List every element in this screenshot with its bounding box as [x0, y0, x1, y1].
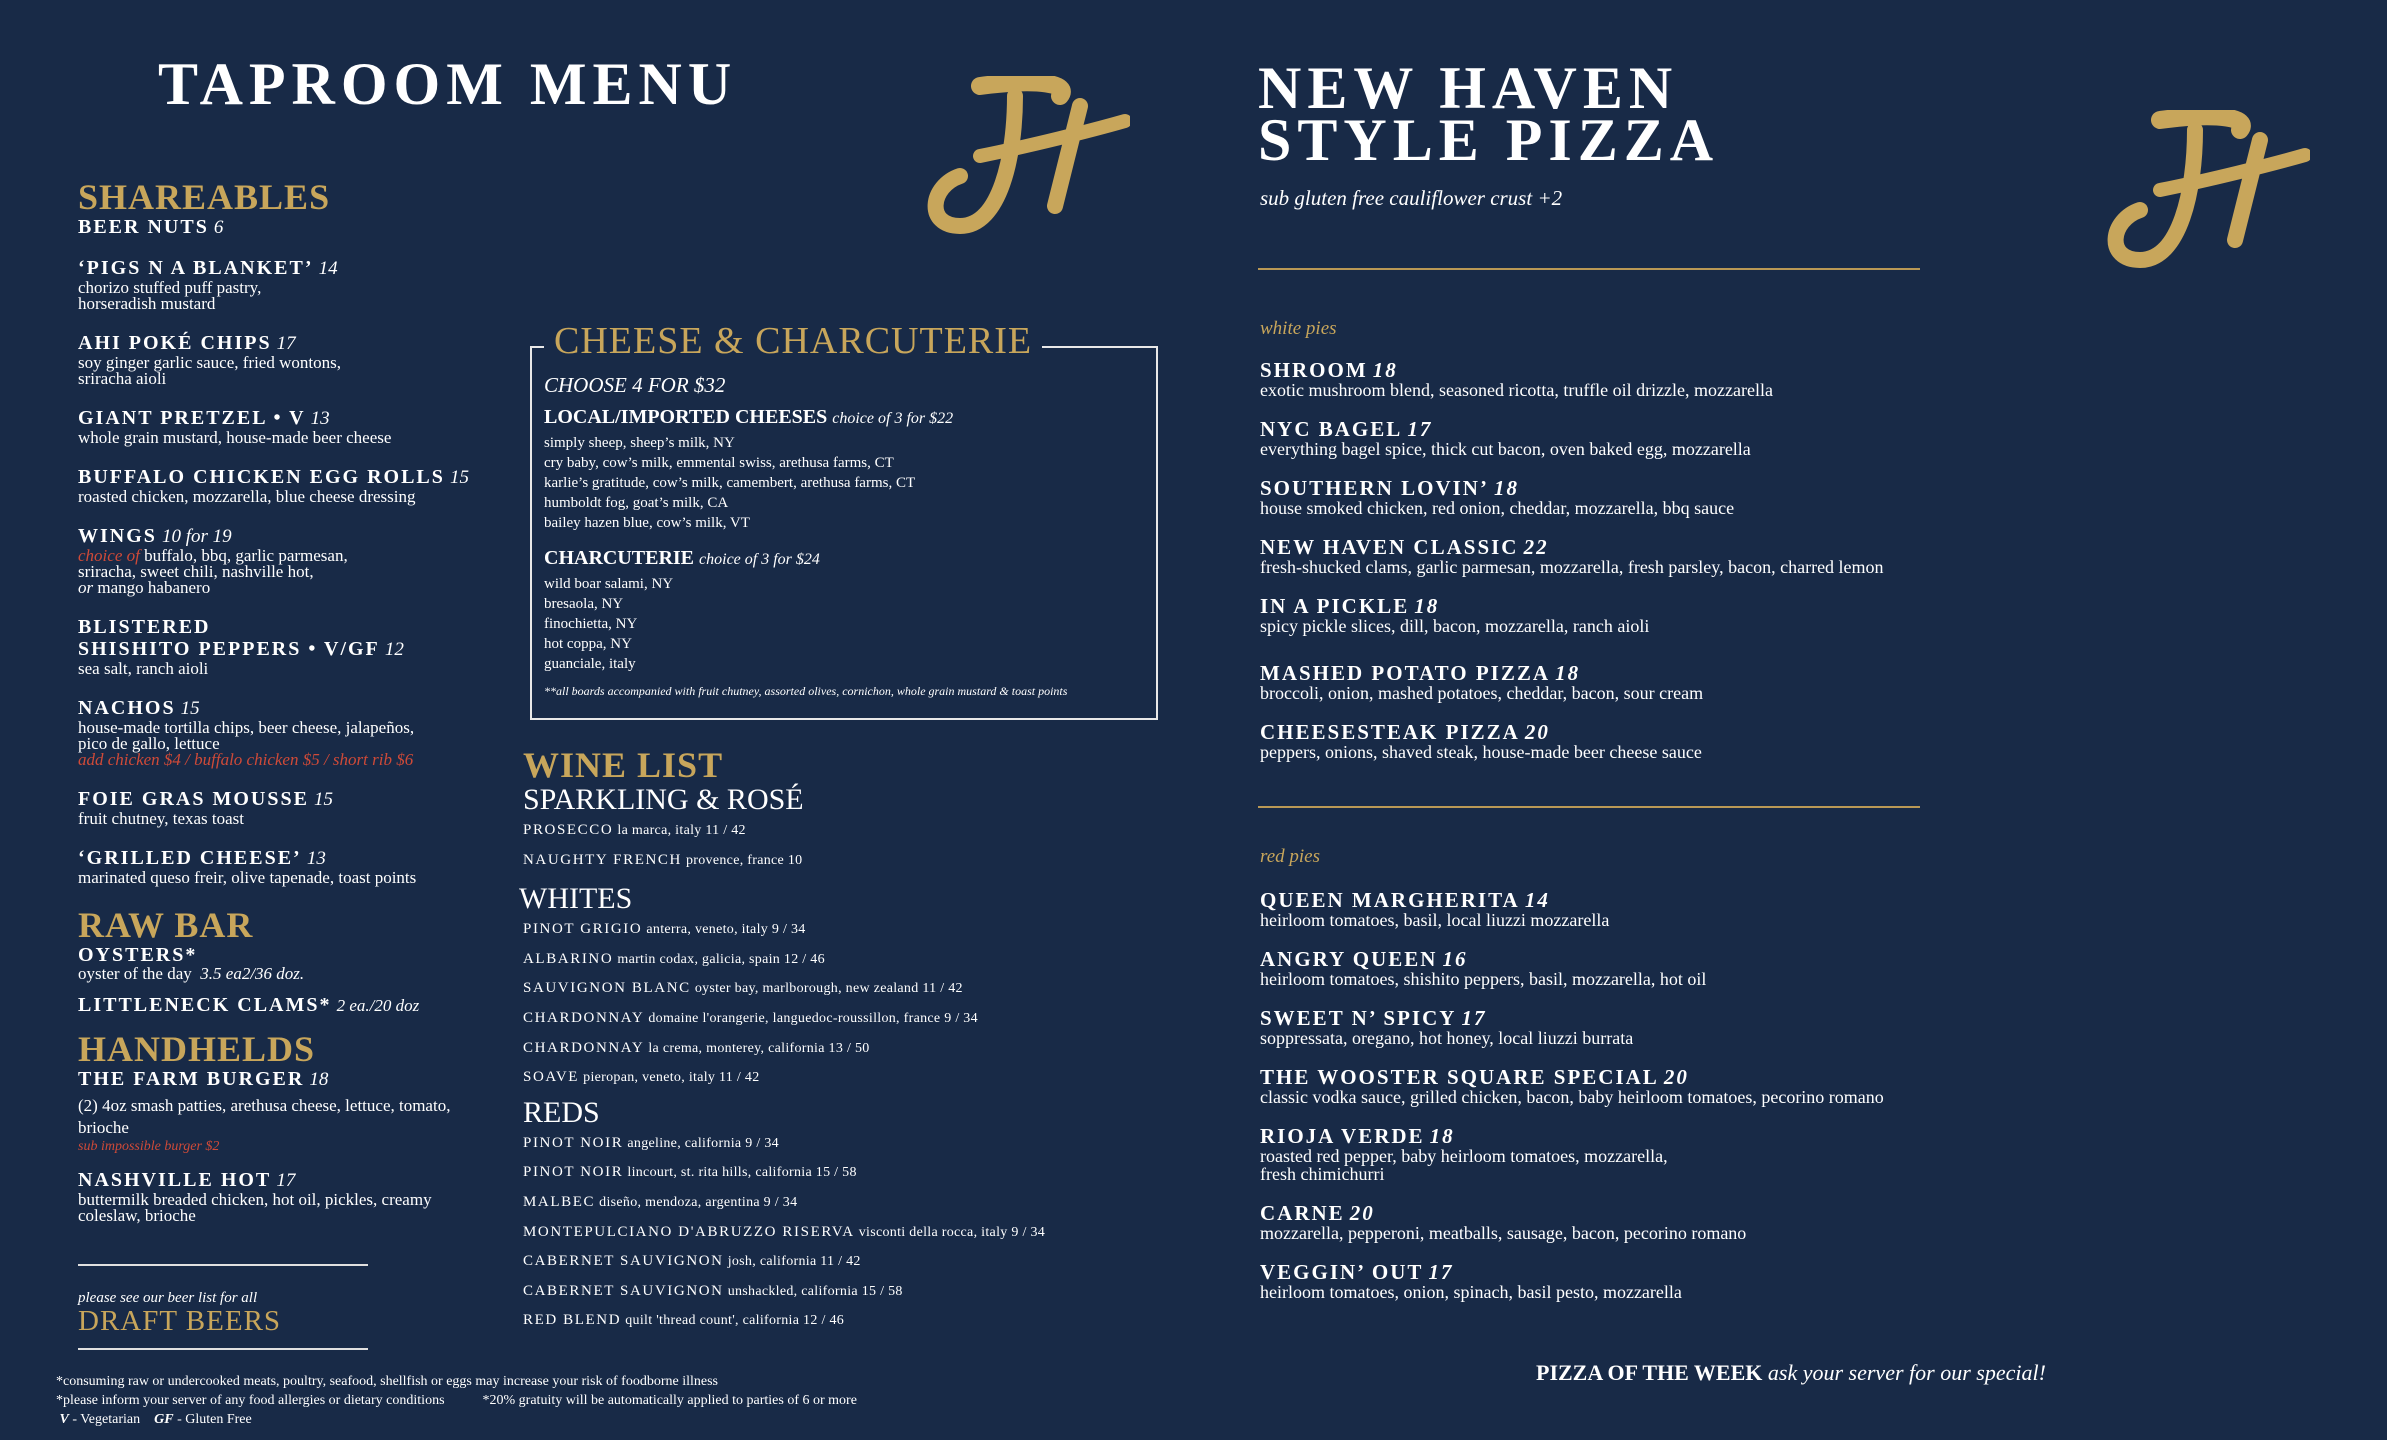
wine-title: WINE LIST — [523, 745, 724, 785]
pizza-item — [1260, 1203, 1980, 1242]
choice-label: choice of — [78, 546, 140, 565]
week-note: ask your server for our special! — [1767, 1360, 2046, 1385]
wine-item — [523, 1063, 1123, 1093]
item-desc: roasted chicken, mozzarella, blue cheese dressing — [78, 487, 416, 506]
item-price: 17 — [276, 1170, 296, 1191]
pizza-desc: everything bagel spice, thick cut bacon, oven baked egg, mozzarella — [1260, 439, 1751, 459]
wine-item — [523, 1306, 1123, 1336]
menu-item — [78, 257, 498, 312]
pizza-name: NEW HAVEN CLASSIC — [1260, 535, 1519, 559]
pizza-price: 14 — [1524, 888, 1550, 912]
item-desc: sea salt, ranch aioli — [78, 659, 209, 678]
item-addon: add chicken $4 / buffalo chicken $5 / short rib $6 — [78, 750, 414, 769]
wine-item — [523, 1247, 1123, 1277]
pizza-name: IN A PICKLE — [1260, 594, 1410, 618]
wine-detail: martin codax, galicia, spain 12 / 46 — [617, 951, 825, 967]
item-name: NACHOS — [78, 697, 176, 719]
taproom-title: TAPROOM MENU — [158, 51, 738, 117]
pizza-desc: spicy pickle slices, dill, bacon, mozzarella, ranch aioli — [1260, 616, 1650, 636]
wine-item — [523, 1158, 1123, 1188]
pizza-name: MASHED POTATO PIZZA — [1260, 661, 1551, 685]
pizza-price: 17 — [1461, 1006, 1487, 1030]
pizza-price: 18 — [1555, 661, 1581, 685]
legend-gf-label: - Gluten Free — [173, 1412, 252, 1427]
item-price: 2 ea./20 doz — [336, 996, 420, 1015]
item-name: THE FARM BURGER — [78, 1068, 305, 1090]
wine-detail: domaine l'orangerie, languedoc-roussillon, france 9 / 34 — [648, 1010, 978, 1026]
menu-item — [78, 466, 498, 505]
pizza-name: SOUTHERN LOVIN’ — [1260, 476, 1489, 500]
wine-item — [523, 1188, 1123, 1218]
draft-beers-heading: DRAFT BEERS — [78, 1305, 282, 1337]
pizza-item — [1260, 722, 1980, 761]
wine-detail: diseño, mendoza, argentina 9 / 34 — [599, 1194, 798, 1210]
item-name: GIANT PRETZEL • V — [78, 407, 306, 429]
pizza-name: ANGRY QUEEN — [1260, 947, 1438, 971]
item-name: AHI POKÉ CHIPS — [78, 332, 272, 354]
pizza-name: THE WOOSTER SQUARE SPECIAL — [1260, 1065, 1659, 1089]
item-name-line2: SHISHITO PEPPERS • V/GF — [78, 638, 380, 660]
pizza-desc: fresh-shucked clams, garlic parmesan, mozzarella, fresh parsley, bacon, charred lemon — [1260, 557, 1884, 577]
wine-detail: unshackled, california 15 / 58 — [727, 1283, 903, 1299]
cheese-list — [544, 433, 1146, 533]
pizza-item — [1260, 1067, 1980, 1106]
item-price: 17 — [276, 333, 296, 354]
pizza-item — [1260, 537, 1980, 576]
cheese-title: CHEESE & CHARCUTERIE — [544, 322, 1042, 360]
item-price: 13 — [306, 848, 326, 869]
pizza-price: 18 — [1494, 476, 1520, 500]
list-item: simply sheep, sheep’s milk, NY — [544, 435, 735, 451]
menu-item — [78, 407, 498, 446]
legend-gf: GF — [154, 1412, 174, 1427]
shareables-list-2 — [78, 788, 498, 886]
menu-item-shishito — [78, 616, 498, 677]
cheeses-label: LOCAL/IMPORTED CHEESES — [544, 406, 828, 428]
wine-detail: oyster bay, marlborough, new zealand 11 / 42 — [694, 981, 963, 997]
wine-name: PINOT GRIGIO — [523, 921, 643, 938]
footer-line2 — [56, 1391, 857, 1410]
pizza-name: CARNE — [1260, 1201, 1345, 1225]
wine-detail: quilt 'thread count', california 12 / 46 — [625, 1313, 845, 1329]
cheese-charcuterie-box — [530, 320, 1158, 720]
pizza-name: CHEESESTEAK PIZZA — [1260, 720, 1520, 744]
item-desc: marinated queso freir, olive tapenade, toast points — [78, 868, 417, 887]
list-item: humboldt fog, goat’s milk, CA — [544, 495, 729, 511]
pizza-desc: broccoli, onion, mashed potatoes, cheddar, bacon, sour cream — [1260, 683, 1704, 703]
pizza-name: NYC BAGEL — [1260, 417, 1403, 441]
sparkling-heading: SPARKLING & ROSÉ — [523, 783, 804, 816]
cheeses-price: choice of 3 for $22 — [832, 410, 954, 427]
menu-item-nashville-hot — [78, 1169, 498, 1224]
pizza-item — [1260, 1262, 1980, 1301]
wine-name: ALBARINO — [523, 950, 614, 967]
pizza-item — [1260, 663, 1980, 702]
pizza-name: SWEET N’ SPICY — [1260, 1006, 1457, 1030]
pizza-price: 20 — [1524, 720, 1550, 744]
divider — [78, 1348, 368, 1350]
pizza-price: 18 — [1414, 594, 1440, 618]
item-price: 15 — [180, 698, 200, 719]
pizza-price: 18 — [1372, 358, 1398, 382]
wine-name: PINOT NOIR — [523, 1134, 624, 1151]
menu-item-farm-burger — [78, 1068, 498, 1155]
item-desc: (2) 4oz smash patties, arethusa cheese, lettuce, tomato, brioche — [78, 1096, 451, 1137]
wine-detail: lincourt, st. rita hills, california 15 / 58 — [627, 1165, 857, 1181]
pizza-desc: exotic mushroom blend, seasoned ricotta, truffle oil drizzle, mozzarella — [1260, 380, 1773, 400]
pizza-item — [1260, 949, 1980, 988]
wine-name: PROSECCO — [523, 822, 614, 838]
item-desc: chorizo stuffed puff pastry, horseradish mustard — [78, 278, 262, 313]
pizza-price: 18 — [1429, 1124, 1455, 1148]
item-desc: fruit chutney, texas toast — [78, 809, 245, 828]
list-item: wild boar salami, NY — [544, 576, 674, 592]
pizza-desc: heirloom tomatoes, onion, spinach, basil pesto, mozzarella — [1260, 1282, 1682, 1302]
footer-line1: *consuming raw or undercooked meats, poultry, seafood, shellfish or eggs may increase your risk of foodborne illness — [56, 1374, 718, 1389]
item-name: BUFFALO CHICKEN EGG ROLLS — [78, 466, 445, 488]
wine-name: RED BLEND — [523, 1312, 622, 1329]
pizza-desc: heirloom tomatoes, shishito peppers, basil, mozzarella, hot oil — [1260, 969, 1707, 989]
wine-item — [523, 846, 1123, 876]
legend-v: V — [59, 1412, 69, 1427]
menu-item-oysters — [78, 944, 498, 982]
item-price: 10 for 19 — [162, 526, 232, 547]
pizza-item — [1260, 360, 1980, 399]
menu-item-beer-nuts — [78, 216, 498, 239]
wine-item — [523, 915, 1123, 945]
charcuterie-list — [544, 574, 1146, 674]
menu-item-clams — [78, 994, 498, 1016]
pizza-item — [1260, 478, 1980, 517]
wine-list — [519, 745, 1123, 1336]
wine-detail: anterra, veneto, italy 9 / 34 — [646, 922, 806, 938]
item-desc — [78, 966, 498, 982]
wine-item — [523, 1004, 1123, 1034]
pizza-price: 20 — [1349, 1201, 1375, 1225]
list-item: cry baby, cow’s milk, emmental swiss, arethusa farms, CT — [544, 455, 894, 471]
item-name-line1: BLISTERED — [78, 616, 211, 638]
pizza-desc: soppressata, oregano, hot honey, local liuzzi burrata — [1260, 1028, 1634, 1048]
divider — [78, 1264, 368, 1266]
pizza-title-line2: STYLE PIZZA — [1258, 107, 1720, 173]
charc-label-row — [544, 547, 1146, 570]
item-desc: house-made tortilla chips, beer cheese, jalapeños, pico de gallo, lettuce — [78, 718, 415, 753]
menu-item — [78, 788, 498, 827]
pizza-price: 17 — [1407, 417, 1433, 441]
pizza-title-line1: NEW HAVEN — [1258, 55, 1679, 121]
item-price: 13 — [310, 408, 330, 429]
week-label: PIZZA OF THE WEEK — [1536, 1360, 1763, 1385]
red-pies-list — [1260, 890, 1980, 1301]
wine-detail: visconti della rocca, italy 9 / 34 — [858, 1224, 1046, 1240]
wine-name: MALBEC — [523, 1193, 596, 1210]
pizza-item — [1260, 890, 1980, 929]
footer-allergy: *please inform your server of any food allergies or dietary conditions — [56, 1393, 445, 1408]
wine-detail: la crema, monterey, california 13 / 50 — [648, 1040, 870, 1056]
item-desc: buttermilk breaded chicken, hot oil, pickles, creamy coleslaw, brioche — [78, 1190, 432, 1225]
wine-detail: provence, france 10 — [686, 852, 803, 868]
shareables-list — [78, 257, 498, 505]
wine-name: PINOT NOIR — [523, 1164, 624, 1181]
wine-item — [523, 1277, 1123, 1307]
divider — [1258, 806, 1920, 808]
pizza-item — [1260, 419, 1980, 458]
item-price: 6 — [213, 217, 224, 238]
divider — [1258, 268, 1920, 270]
oysters-price: 3.5 ea2/36 doz. — [200, 964, 305, 983]
charc-price: choice of 3 for $24 — [699, 551, 820, 568]
wings-line1: buffalo, bbq, garlic parmesan, — [139, 546, 348, 565]
item-price: 18 — [309, 1069, 329, 1090]
pizza-desc: house smoked chicken, red onion, cheddar, mozzarella, bbq sauce — [1260, 498, 1735, 518]
wine-name: SAUVIGNON BLANC — [523, 980, 691, 997]
item-price: 15 — [314, 789, 334, 810]
wine-item — [523, 1129, 1123, 1159]
wine-name: CHARDONNAY — [523, 1009, 645, 1026]
list-item: guanciale, italy — [544, 656, 636, 672]
cheese-label-row — [544, 406, 1146, 429]
item-desc — [78, 548, 498, 596]
item-price: 14 — [318, 258, 338, 279]
pizza-desc: mozzarella, pepperoni, meatballs, sausage, bacon, pecorino romano — [1260, 1223, 1747, 1243]
item-price: 12 — [384, 639, 404, 660]
item-price: 15 — [450, 467, 469, 488]
item-sub: sub impossible burger $2 — [78, 1139, 220, 1154]
pizza-desc: heirloom tomatoes, basil, local liuzzi mozzarella — [1260, 910, 1610, 930]
beer-note: please see our beer list for all — [78, 1290, 258, 1306]
wine-item — [523, 816, 1123, 846]
menu-item-wings — [78, 525, 498, 596]
item-name: ‘PIGS N A BLANKET’ — [78, 257, 314, 279]
wine-name: NAUGHTY FRENCH — [523, 851, 682, 868]
wings-line2: sriracha, sweet chili, nashville hot, — [78, 562, 314, 581]
wings-line3: mango habanero — [93, 578, 211, 597]
pizza-price: 20 — [1663, 1065, 1689, 1089]
pizza-desc: roasted red pepper, baby heirloom tomatoes, mozzarella, fresh chimichurri — [1260, 1146, 1668, 1184]
sparkling-list — [523, 816, 1123, 875]
list-item: hot coppa, NY — [544, 636, 632, 652]
item-name: FOIE GRAS MOUSSE — [78, 788, 309, 810]
wine-name: MONTEPULCIANO D'ABRUZZO RISERVA — [523, 1223, 855, 1240]
item-name: ‘GRILLED CHEESE’ — [78, 847, 302, 869]
wine-name: CABERNET SAUVIGNON — [523, 1282, 724, 1299]
wings-or: or — [78, 578, 94, 597]
footer-legend — [56, 1410, 857, 1429]
footer-gratuity: *20% gratuity will be automatically applied to parties of 6 or more — [482, 1393, 857, 1408]
wine-name: CHARDONNAY — [523, 1039, 645, 1056]
legend-v-label: - Vegetarian — [68, 1412, 141, 1427]
list-item: bresaola, NY — [544, 596, 624, 612]
wine-detail: josh, california 11 / 42 — [727, 1254, 861, 1270]
item-name: BEER NUTS — [78, 216, 209, 238]
list-item: finochietta, NY — [544, 616, 638, 632]
pizza-item — [1260, 1008, 1980, 1047]
wine-detail: la marca, italy 11 / 42 — [617, 823, 746, 838]
pizza-subtitle: sub gluten free cauliflower crust +2 — [1260, 186, 1563, 210]
item-name: LITTLENECK CLAMS* — [78, 994, 332, 1016]
menu-item-nachos — [78, 697, 498, 768]
pizza-name: RIOJA VERDE — [1260, 1124, 1425, 1148]
menu-item — [78, 332, 498, 387]
h-logo-icon — [920, 76, 1130, 246]
wine-item — [523, 945, 1123, 975]
pizza-of-the-week — [1536, 1360, 2046, 1386]
pizza-name: VEGGIN’ OUT — [1260, 1260, 1424, 1284]
list-item: karlie’s gratitude, cow’s milk, camembert, arethusa farms, CT — [544, 475, 916, 491]
whites-list — [523, 915, 1123, 1093]
footer-notes — [56, 1372, 857, 1429]
wine-item — [523, 1034, 1123, 1064]
boards-note: **all boards accompanied with fruit chutney, assorted olives, cornichon, whole grain mustard & toast points — [544, 684, 1068, 698]
pizza-price: 22 — [1523, 535, 1549, 559]
handhelds-heading: HANDHELDS — [78, 1029, 316, 1069]
h-logo-icon — [2100, 110, 2310, 280]
pizza-desc: peppers, onions, shaved steak, house-made beer cheese sauce — [1260, 742, 1702, 762]
pizza-item — [1260, 1126, 1980, 1183]
menu-item — [78, 847, 498, 886]
white-pies-section — [1260, 318, 1980, 761]
pizza-price: 16 — [1442, 947, 1468, 971]
cheese-choose: CHOOSE 4 FOR $32 — [544, 373, 726, 397]
charc-label: CHARCUTERIE — [544, 547, 695, 569]
wine-detail: angeline, california 9 / 34 — [627, 1135, 779, 1151]
pizza-desc: classic vodka sauce, grilled chicken, bacon, baby heirloom tomatoes, pecorino romano — [1260, 1087, 1884, 1107]
white-pies-list — [1260, 360, 1980, 761]
item-desc: whole grain mustard, house-made beer cheese — [78, 428, 392, 447]
pizza-name: SHROOM — [1260, 358, 1368, 382]
wine-name: CABERNET SAUVIGNON — [523, 1253, 724, 1270]
reds-heading: REDS — [523, 1095, 600, 1129]
red-pies-section — [1260, 846, 1980, 1301]
item-name: WINGS — [78, 525, 157, 547]
raw-bar-heading: RAW BAR — [78, 905, 254, 945]
oysters-desc: oyster of the day — [78, 964, 192, 983]
item-desc: soy ginger garlic sauce, fried wontons, sriracha aioli — [78, 353, 341, 388]
red-pies-label: red pies — [1260, 846, 1320, 867]
taproom-column — [78, 172, 498, 1244]
item-name: OYSTERS* — [78, 944, 198, 966]
item-name: NASHVILLE HOT — [78, 1169, 272, 1191]
list-item: bailey hazen blue, cow’s milk, VT — [544, 515, 750, 531]
wine-name: SOAVE — [523, 1069, 580, 1086]
pizza-item — [1260, 596, 1980, 635]
wine-detail: pieropan, veneto, italy 11 / 42 — [583, 1070, 760, 1086]
pizza-price: 17 — [1428, 1260, 1454, 1284]
pizza-name: QUEEN MARGHERITA — [1260, 888, 1520, 912]
wine-item — [523, 1218, 1123, 1248]
white-pies-label: white pies — [1260, 318, 1337, 339]
wine-item — [523, 974, 1123, 1004]
reds-list — [523, 1129, 1123, 1336]
whites-heading: WHITES — [519, 882, 633, 916]
shareables-heading: SHAREABLES — [78, 177, 331, 217]
